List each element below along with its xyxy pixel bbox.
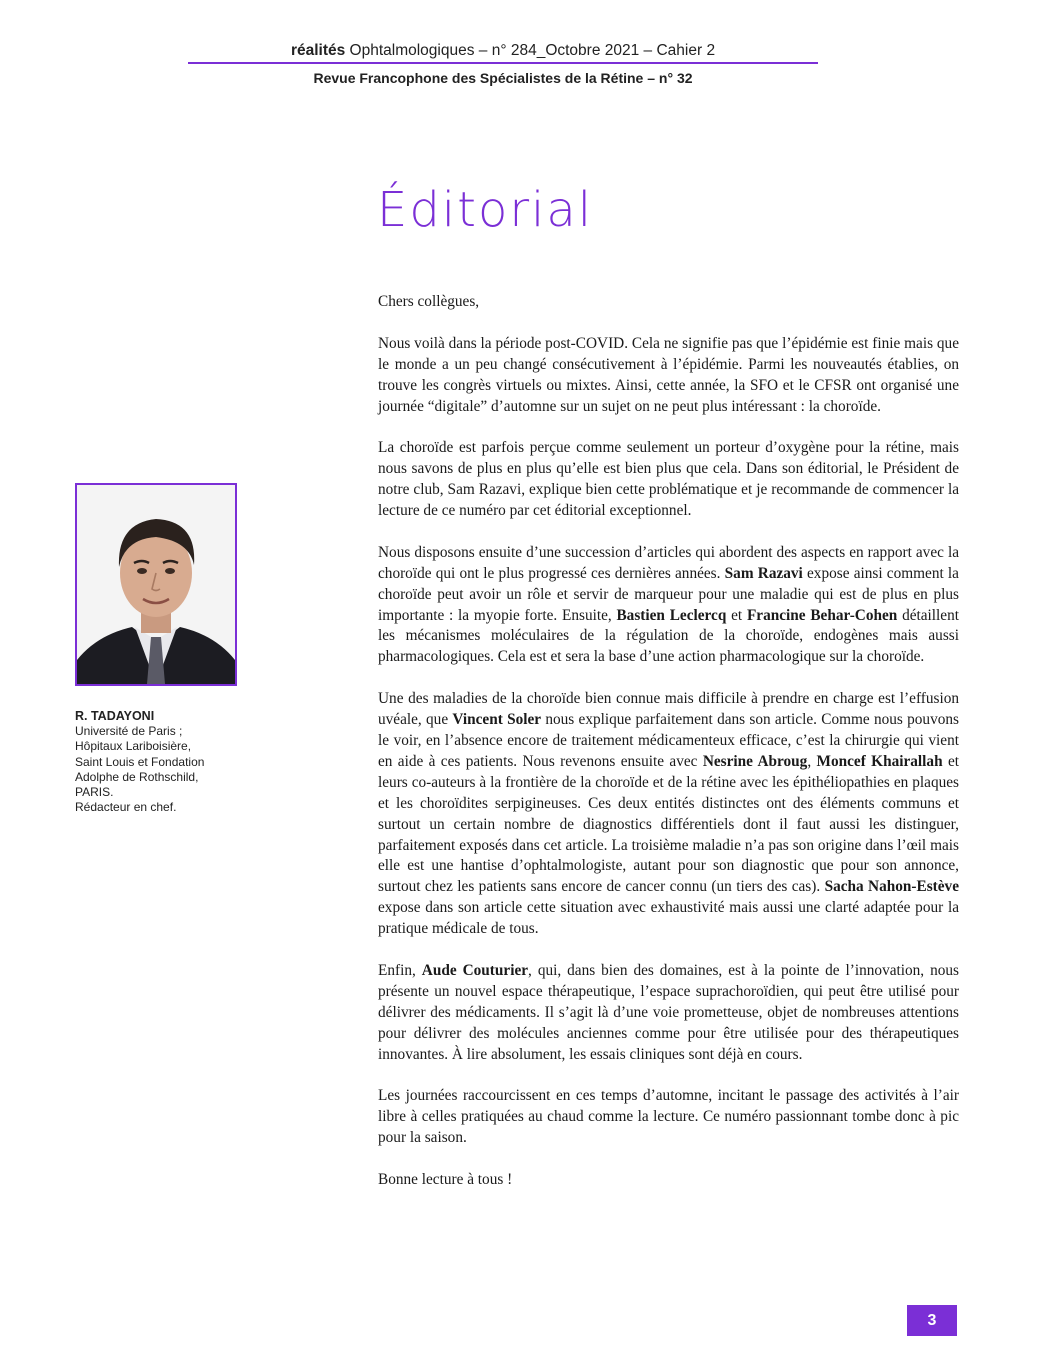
text-run: et leurs co-auteurs à la frontière de la choroïde et de la rétine avec les épithéliopathies en plaques et les choroïdites serpigineuses. Ces deux entités distinctes ont des éléments communs et surtout un certain nombre de diagnostics différentiels dont il faut aussi les distinguer, parfaitement exposés dans cet article. La troisième maladie n’a pas son origine dans l’œil mais elle est une hantise d’ophtalmologiste, autant pour son diagnostic que pour son annonce, surtout chez les patients sans encore de cancer connu (un tiers des cas). xyxy=(378,752,960,896)
paragraph-2: La choroïde est parfois perçue comme seulement un porteur d’oxygène pour la rétine, mais nous savons de plus en plus qu’elle est bien plus que cela. Dans son éditorial, le Président de notre club, Sam Razavi, explique bien cette problématique et je recommande de commencer la lecture de ce numéro par cet éditorial exceptionnel. xyxy=(378,439,959,520)
paragraph-3 xyxy=(378,543,959,668)
closing: Bonne lecture à tous ! xyxy=(378,1170,513,1188)
journal-brand: réalités xyxy=(290,42,346,59)
author-mention: Francine Behar-Cohen xyxy=(746,606,898,624)
author-mention: Nesrine Abroug xyxy=(702,752,808,770)
author-portrait-image xyxy=(77,485,235,684)
text-run: Nous disposons ensuite d’une succession d’articles qui abordent des aspects en rapport avec la choroïde qui ont le plus progressé ces dernières années. xyxy=(378,543,959,582)
editorial-body xyxy=(378,292,959,1212)
text-run: expose ainsi comment la choroïde peut avoir un rôle et servir de marqueur pour une maladie qui est de plus en plus importante : la myopie forte. Ensuite, xyxy=(378,564,959,624)
header-divider xyxy=(188,62,818,64)
author-mention: Sacha Nahon-Estève xyxy=(824,878,959,896)
text-run: et xyxy=(726,606,747,624)
journal-issue: Ophtalmologiques – n° 284_Octobre 2021 – Cahier 2 xyxy=(345,42,716,59)
author-mention: Moncef Khairallah xyxy=(816,752,943,770)
author-affiliation-line: Adolphe de Rothschild, xyxy=(75,769,199,784)
text-run: détaillent les mécanismes moléculaires de la régulation de la choroïde, endogènes mais aussi pharmacologiques. Cela est et sera la base d’une action pharmacologique sur la choroïde. xyxy=(378,606,959,666)
author-affiliation-line: Hôpitaux Lariboisière, xyxy=(75,739,192,754)
author-photo xyxy=(75,483,237,686)
paragraph-4 xyxy=(378,689,959,940)
greeting: Chers collègues, xyxy=(378,293,480,310)
paragraph-1: Nous voilà dans la période post-COVID. Cela ne signifie pas que l’épidémie est finie mais que le monde a un peu changé consécutivement à l’épidémie. Parmi les nouveautés établies, on trouve les congrès virtuels ou mixtes. Ainsi, cette année, la SFO et le CFSR ont organisé une journée “digitale” d’automne sur un sujet on ne peut plus intéressant : la choroïde. xyxy=(378,334,959,415)
text-run: expose dans son article cette situation avec exhaustivité mais aussi une clarté adaptée pour la pratique médicale de tous. xyxy=(378,899,959,938)
author-affiliation-line: PARIS. xyxy=(75,785,114,800)
text-run: nous explique parfaitement dans son article. Comme nous pouvons le voir, en l’absence encore de traitement médicamenteux efficace, c’est la chirurgie qui vient en aide à ces patients. Nous revenons ensuite avec xyxy=(378,711,959,770)
author-mention: Bastien Leclercq xyxy=(616,606,727,624)
text-run: , qui, dans bien des domaines, est à la pointe de l’innovation, nous présente un nouvel espace thérapeutique, l’espace suprachoroïdien, qui peut être utilisé pour délivrer des médicaments. Il s’agit là d’une voie prometteuse, objet de nombreuses attentions pour délivrer des molécules anciennes comme pour être utilisée pour des thérapeutiques innovantes. À lire absolument, les essais cliniques sont déjà en cours. xyxy=(378,961,959,1063)
journal-header xyxy=(188,41,818,61)
journal-subtitle: Revue Francophone des Spécialistes de la Rétine – n° 32 xyxy=(313,70,693,86)
author-caption xyxy=(75,709,275,815)
text-run: Enfin, xyxy=(378,961,422,979)
author-mention: Vincent Soler xyxy=(452,711,542,729)
author-role: Rédacteur en chef. xyxy=(75,800,177,815)
author-affiliation-line: Université de Paris ; xyxy=(75,724,183,739)
author-name: R. TADAYONI xyxy=(75,709,155,723)
text-run: , xyxy=(807,752,817,770)
paragraph-5 xyxy=(378,961,959,1066)
paragraph-6: Les journées raccourcissent en ces temps d’automne, incitant le passage des activités à l’air libre à celles pratiquées au chaud comme la lecture. Ce numéro passionnant tombe donc à pic pour la saison. xyxy=(378,1087,959,1147)
author-mention: Aude Couturier xyxy=(421,961,529,979)
author-affiliation-line: Saint Louis et Fondation xyxy=(75,754,205,769)
page-title: Éditorial xyxy=(377,182,594,238)
page-number: 3 xyxy=(907,1305,957,1336)
text-run: Une des maladies de la choroïde bien connue mais difficile à prendre en charge est l’effusion uvéale, que xyxy=(378,690,959,729)
author-mention: Sam Razavi xyxy=(724,564,803,582)
